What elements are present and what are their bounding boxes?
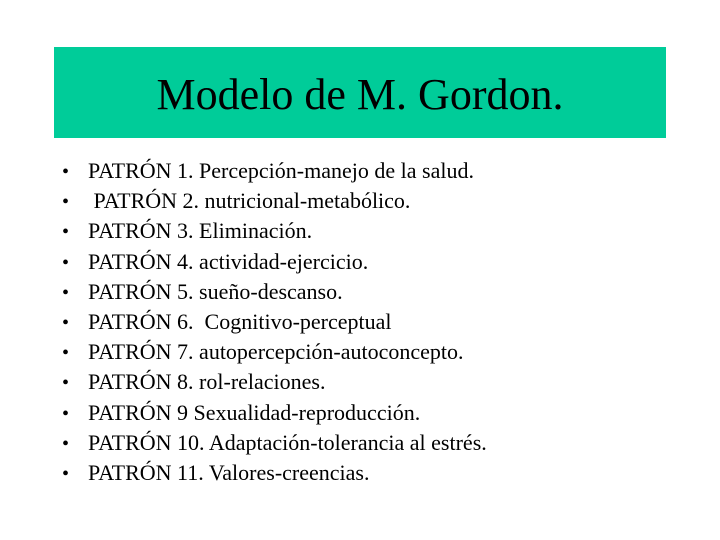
list-item [62,218,487,248]
bullet-icon: • [62,281,70,304]
list-item-text: PATRÓN 2. nutricional-metabólico. [88,188,411,214]
list-item-text: PATRÓN 7. autopercepción-autoconcepto. [88,339,464,365]
bullet-icon: • [62,402,70,425]
bullet-list [62,158,487,490]
list-item [62,249,487,279]
list-item [62,309,487,339]
slide-title: Modelo de M. Gordon. [156,69,564,119]
bullet-icon: • [62,221,70,244]
list-item-text: PATRÓN 10. Adaptación-tolerancia al estrés. [88,429,487,455]
list-item-text: PATRÓN 3. Eliminación. [88,218,313,244]
list-item [62,188,487,218]
bullet-icon: • [62,462,70,485]
list-item [62,158,487,188]
bullet-icon: • [62,251,70,274]
bullet-icon: • [62,161,70,183]
list-item-text: PATRÓN 1. Percepción-manejo de la salud. [88,158,474,183]
bullet-icon: • [62,311,70,334]
list-item-text: PATRÓN 9 Sexualidad-reproducción. [88,399,421,425]
bullet-icon: • [62,191,70,214]
title-banner [54,47,666,138]
list-item [62,369,487,399]
list-item-text: PATRÓN 11. Valores-creencias. [88,459,370,485]
list-item-text: PATRÓN 4. actividad-ejercicio. [88,248,369,274]
list-item [62,339,487,369]
list-item [62,279,487,309]
bullet-icon: • [62,372,70,395]
list-item-text: PATRÓN 6. Cognitivo-perceptual [88,308,392,334]
list-item-text: PATRÓN 5. sueño-descanso. [88,278,343,304]
list-item-text: PATRÓN 8. rol-relaciones. [88,369,326,395]
list-item [62,460,487,490]
list-item [62,430,487,460]
list-item [62,400,487,430]
bullet-icon: • [62,432,70,455]
bullet-icon: • [62,342,70,365]
